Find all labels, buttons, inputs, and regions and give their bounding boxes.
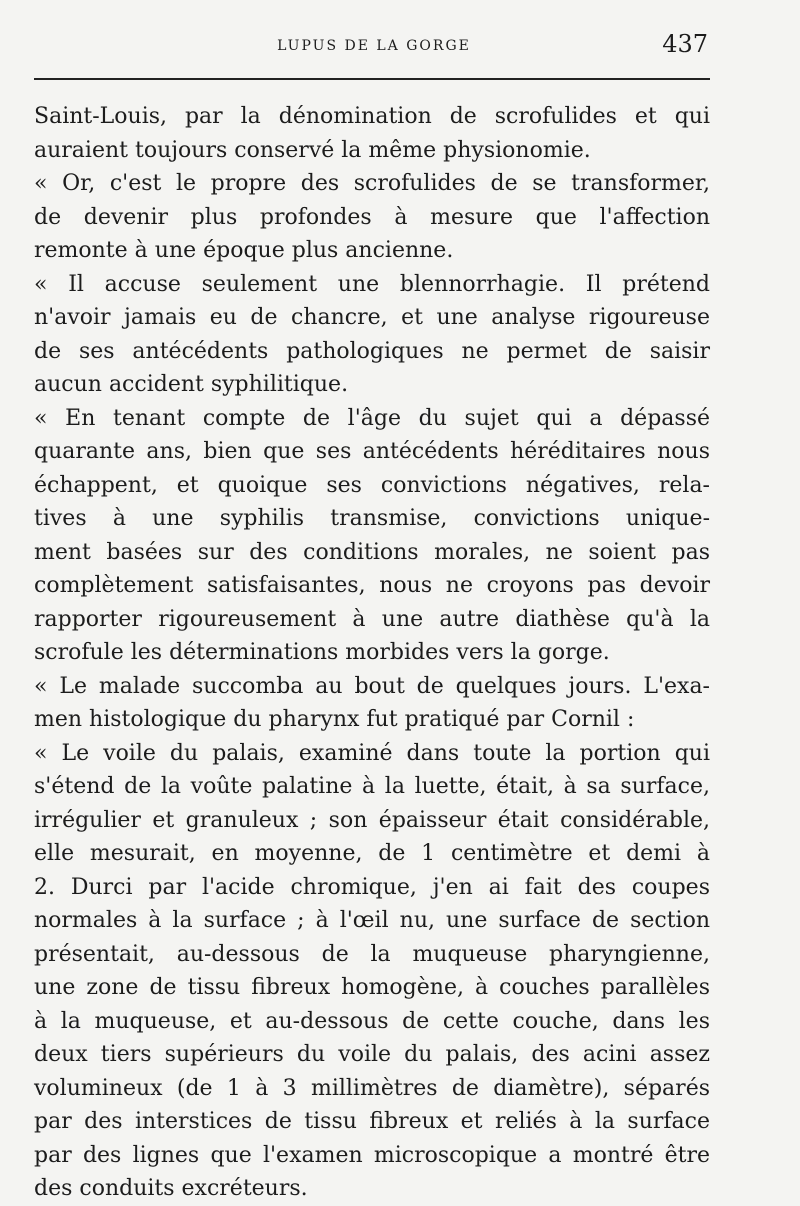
text-line: « Or, c'est le propre des scrofulides de se transformer, (34, 171, 710, 196)
text-line: remonte à une époque plus ancienne. (34, 238, 454, 263)
text-line: « En tenant compte de l'âge du sujet qui a dépassé (34, 405, 710, 431)
text-line: présentait, au-dessous de la muqueuse pharyngienne, (34, 941, 710, 967)
text-line: par des lignes que l'examen microscopique a montré être (34, 1142, 710, 1168)
text-line: « Le malade succomba au bout de quelques jours. L'exa- (34, 673, 710, 699)
text-line: 2. Durci par l'acide chromique, j'en ai fait des coupes (34, 874, 710, 900)
text-line: n'avoir jamais eu de chancre, et une analyse rigoureuse (34, 305, 710, 330)
header-rule (34, 78, 710, 80)
text-line: rapporter rigoureusement à une autre diathèse qu'à la (34, 606, 710, 632)
text-line: par des interstices de tissu fibreux et reliés à la surface (34, 1109, 710, 1134)
running-title: LUPUS DE LA GORGE (277, 38, 471, 54)
text-line: « Le voile du palais, examiné dans toute la portion qui (34, 740, 710, 766)
text-line: des conduits excréteurs. (34, 1176, 308, 1201)
text-line: men histologique du pharynx fut pratiqué par Cornil : (34, 707, 635, 732)
text-line: s'étend de la voûte palatine à la luette, était, à sa surface, (34, 774, 710, 799)
text-line: ment basées sur des conditions morales, ne soient pas (34, 539, 710, 565)
text-line: auraient toujours conservé la même physionomie. (34, 137, 591, 163)
text-line: « Il accuse seulement une blennorrhagie. Il prétend (34, 271, 710, 297)
text-line: tives à une syphilis transmise, convictions unique- (34, 506, 710, 531)
text-line: irrégulier et granuleux ; son épaisseur était considérable, (34, 807, 710, 833)
page-number: 437 (662, 30, 708, 58)
running-head (40, 28, 708, 68)
text-line: complètement satisfaisantes, nous ne croyons pas devoir (34, 573, 710, 598)
text-line: à la muqueuse, et au-dessous de cette couche, dans les (34, 1008, 710, 1034)
text-line: deux tiers supérieurs du voile du palais, des acini assez (34, 1042, 710, 1067)
body-text (34, 100, 710, 1206)
text-line: Saint-Louis, par la dénomination de scrofulides et qui (34, 104, 710, 129)
text-line: elle mesurait, en moyenne, de 1 centimètre et demi à (34, 841, 710, 866)
text-line: aucun accident syphilitique. (34, 372, 349, 397)
text-line: une zone de tissu fibreux homogène, à couches parallèles (34, 975, 710, 1000)
text-line: échappent, et quoique ses convictions négatives, rela- (34, 472, 710, 498)
text-line: volumineux (de 1 à 3 millimètres de diamètre), séparés (34, 1075, 710, 1101)
text-line: quarante ans, bien que ses antécédents héréditaires nous (34, 439, 710, 464)
text-line: normales à la surface ; à l'œil nu, une surface de section (34, 908, 710, 933)
text-line: scrofule les déterminations morbides vers la gorge. (34, 640, 610, 665)
text-line: de devenir plus profondes à mesure que l'affection (34, 204, 710, 230)
text-line: de ses antécédents pathologiques ne permet de saisir (34, 338, 710, 364)
